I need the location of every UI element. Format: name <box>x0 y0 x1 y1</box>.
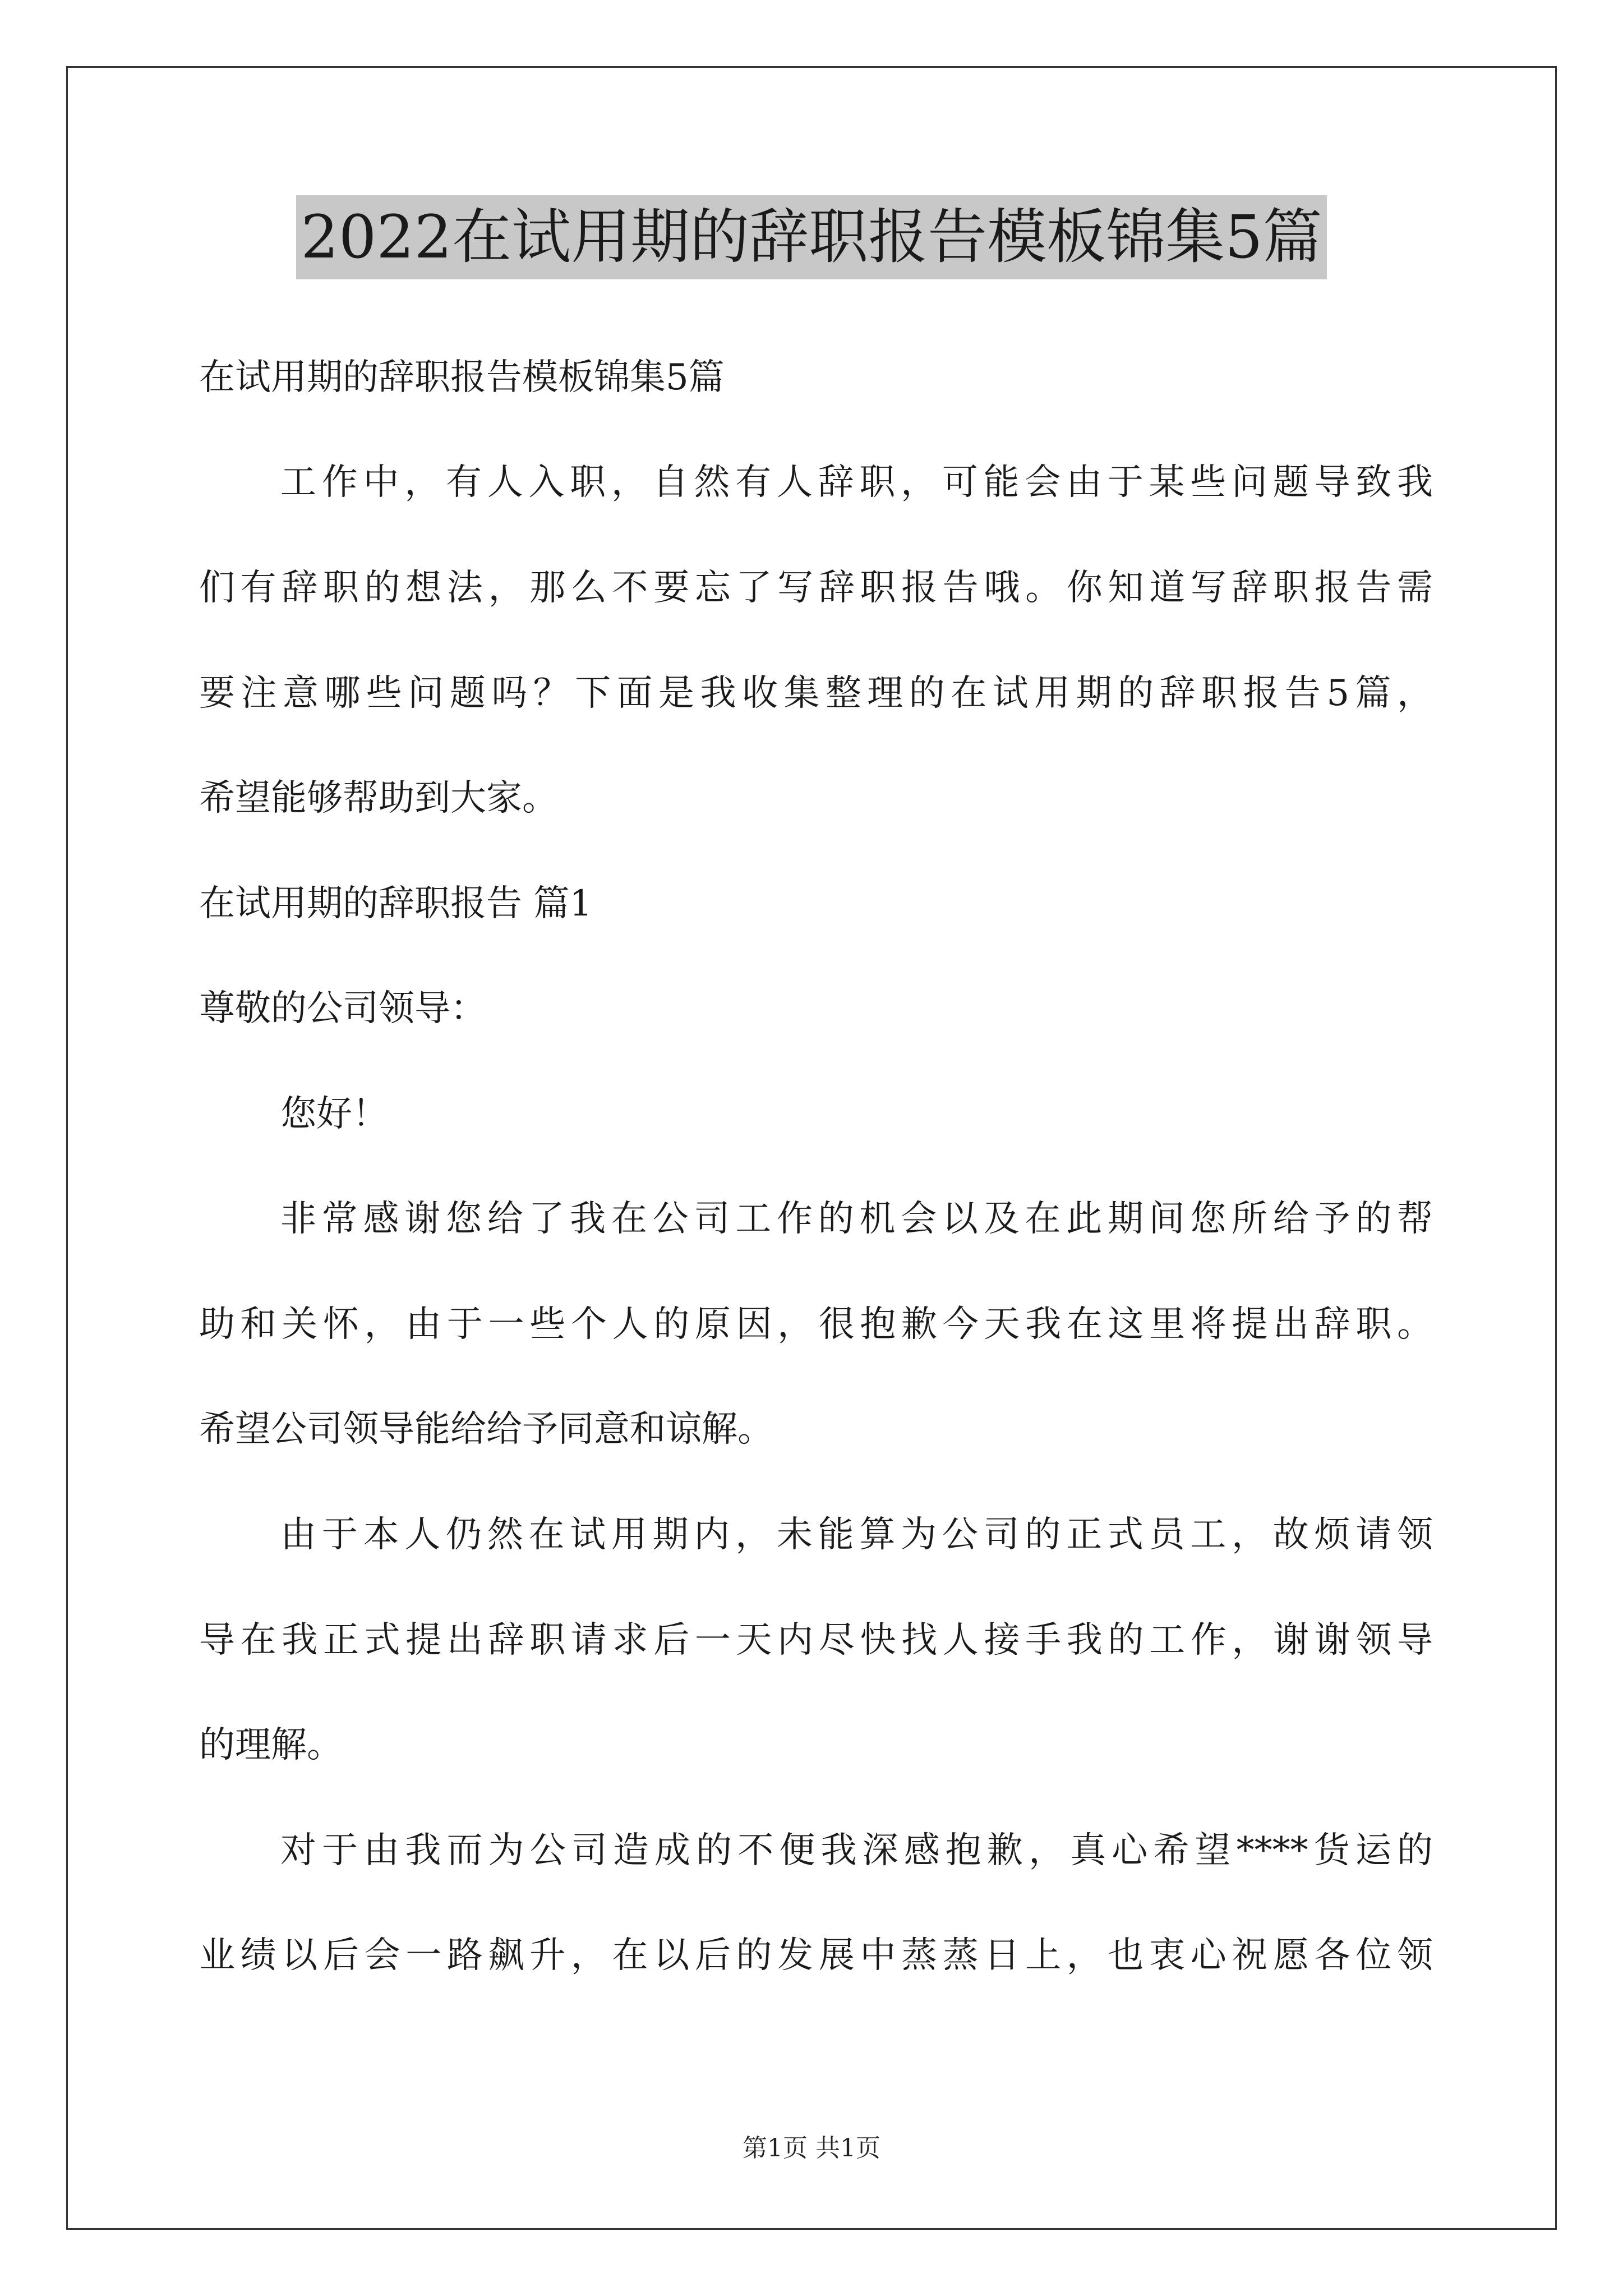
paragraph-3-line-1: 对于由我而为公司造成的不便我深感抱歉，真心希望****货运的 <box>280 1830 1433 1871</box>
paragraph-2-line-1: 由于本人仍然在试用期内，未能算为公司的正式员工，故烦请领 <box>280 1514 1433 1556</box>
paragraph-1-line-3: 希望公司领导能给给予同意和谅解。 <box>199 1409 773 1450</box>
page-footer: 第1页 共1页 <box>743 2134 880 2162</box>
paragraph-2-line-3: 的理解。 <box>199 1724 343 1766</box>
salutation: 尊敬的公司领导： <box>199 988 486 1029</box>
section-heading: 在试用期的辞职报告 篇1 <box>199 883 593 924</box>
intro-paragraph-line-3: 要注意哪些问题吗？下面是我收集整理的在试用期的辞职报告5篇， <box>199 673 1433 714</box>
paragraph-1-line-1: 非常感谢您给了我在公司工作的机会以及在此期间您所给予的帮 <box>280 1198 1433 1240</box>
intro-paragraph-line-2: 们有辞职的想法，那么不要忘了写辞职报告哦。你知道写辞职报告需 <box>199 567 1433 609</box>
intro-paragraph-line-1: 工作中，有人入职，自然有人辞职，可能会由于某些问题导致我 <box>280 462 1433 503</box>
title-container <box>0 195 1623 279</box>
subtitle-line: 在试用期的辞职报告模板锦集5篇 <box>199 357 725 398</box>
paragraph-2-line-2: 导在我正式提出辞职请求后一天内尽快找人接手我的工作，谢谢领导 <box>199 1619 1433 1661</box>
paragraph-3-line-2: 业绩以后会一路飙升，在以后的发展中蒸蒸日上，也衷心祝愿各位领 <box>199 1935 1433 1976</box>
intro-paragraph-line-4: 希望能够帮助到大家。 <box>199 777 558 819</box>
document-title: 2022在试用期的辞职报告模板锦集5篇 <box>296 195 1326 279</box>
greeting: 您好！ <box>280 1093 388 1135</box>
paragraph-1-line-2: 助和关怀，由于一些个人的原因，很抱歉今天我在这里将提出辞职。 <box>199 1304 1433 1345</box>
